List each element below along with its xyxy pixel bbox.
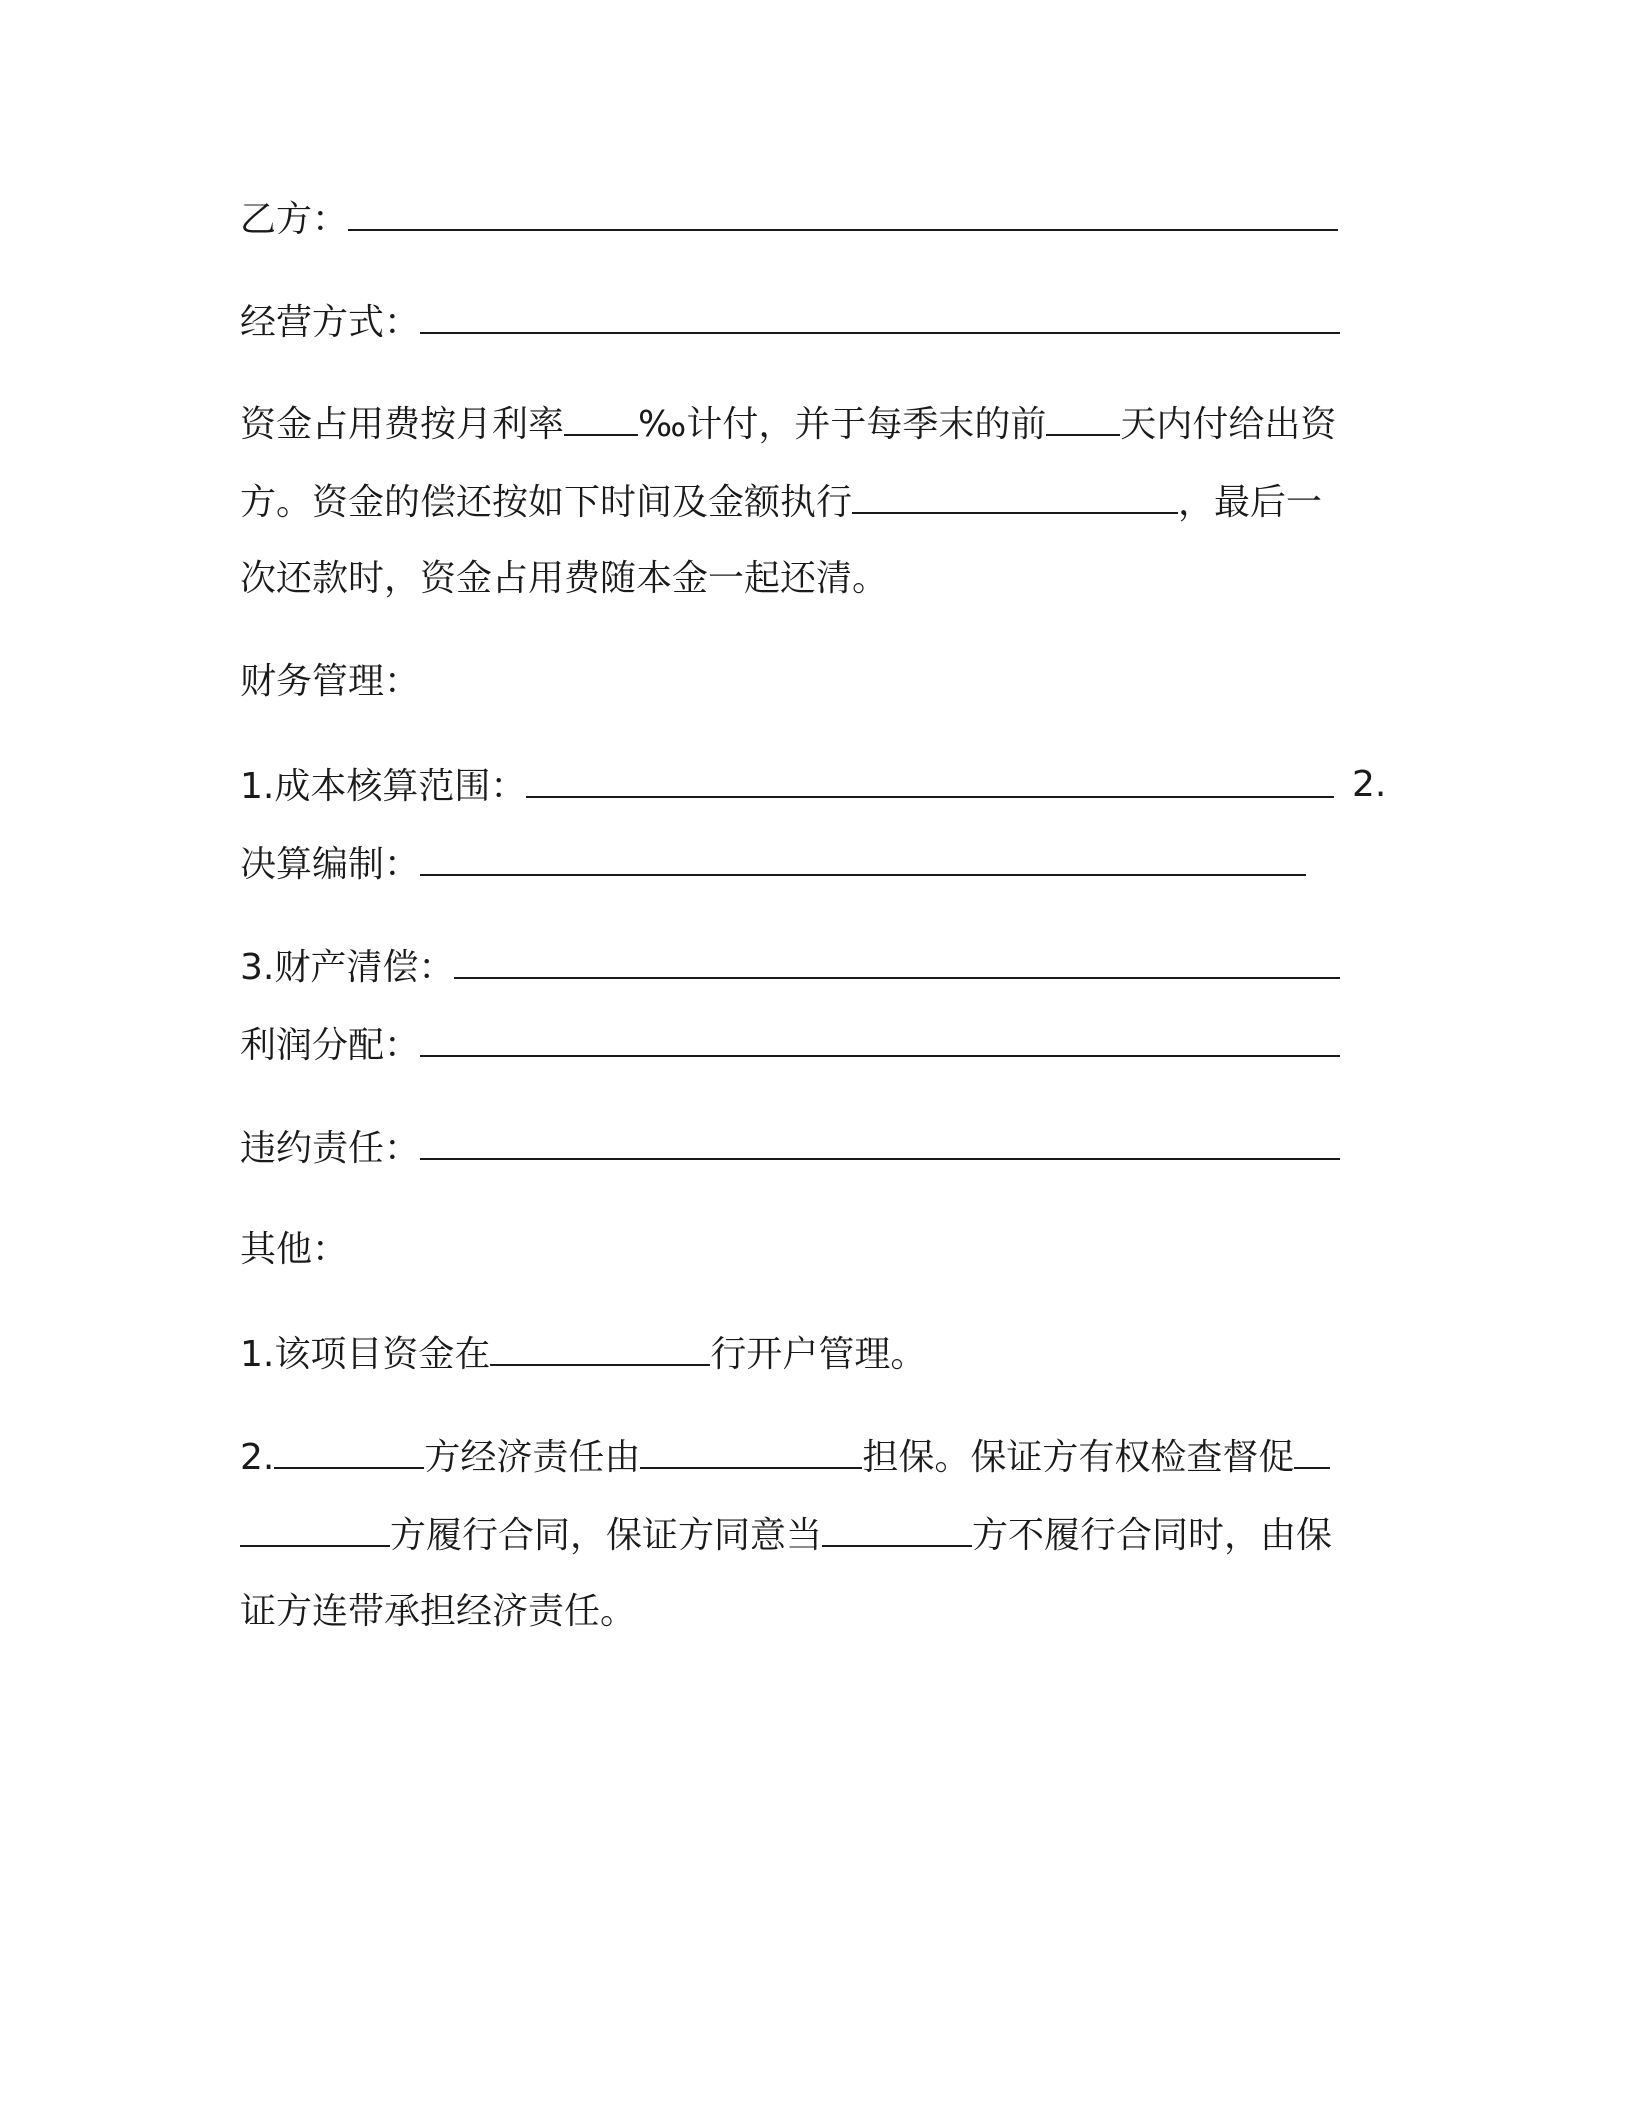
other-2-text-a: 2. xyxy=(240,1437,275,1478)
other-2-text-b: 方经济责任由 xyxy=(424,1437,641,1478)
item2-number: 2. xyxy=(1352,764,1387,805)
other-2-line-3 xyxy=(240,1587,636,1637)
finance-title-text: 财务管理： xyxy=(240,661,421,702)
fee-text-2a: 方。资金的偿还按如下时间及金额执行 xyxy=(240,482,853,523)
other-2-text-e: 方不履行合同时，由保 xyxy=(972,1515,1333,1556)
other-1-text-a: 1.该项目资金在 xyxy=(240,1334,491,1375)
days-blank[interactable] xyxy=(1046,398,1120,436)
guarantor-blank[interactable] xyxy=(640,1431,862,1469)
business-mode-label: 经营方式： xyxy=(240,302,421,343)
other-title xyxy=(240,1225,348,1275)
cost-scope-line xyxy=(240,760,1334,810)
party-blank-3[interactable] xyxy=(822,1509,972,1547)
profit-dist-label: 利润分配： xyxy=(240,1025,421,1066)
party-blank-2a[interactable] xyxy=(1294,1431,1330,1469)
other-title-text: 其他： xyxy=(240,1229,349,1270)
fee-line-2 xyxy=(240,476,1322,526)
other-2-text-f: 证方连带承担经济责任。 xyxy=(240,1591,637,1632)
business-mode-line xyxy=(240,296,1340,346)
fee-text-1c: 天内付给出资 xyxy=(1120,404,1337,445)
other-1-line xyxy=(240,1328,926,1378)
cost-scope-label: 1.成本核算范围： xyxy=(240,766,527,807)
party-b-blank[interactable] xyxy=(348,193,1338,231)
fee-line-1 xyxy=(240,398,1336,448)
cost-scope-blank[interactable] xyxy=(526,760,1334,798)
other-2-text-c: 担保。保证方有权检查督促 xyxy=(862,1437,1295,1478)
finance-title xyxy=(240,657,420,707)
asset-settle-label: 3.财产清偿： xyxy=(240,947,455,988)
bank-blank[interactable] xyxy=(490,1328,710,1366)
party-b-line xyxy=(240,193,1338,243)
other-2-line-1 xyxy=(240,1431,1330,1481)
breach-line xyxy=(240,1122,1340,1172)
profit-dist-line xyxy=(240,1019,1340,1069)
profit-dist-blank[interactable] xyxy=(420,1019,1340,1057)
party-blank-2b[interactable] xyxy=(240,1509,390,1547)
asset-settle-line xyxy=(240,941,1340,991)
party-blank-1[interactable] xyxy=(274,1431,424,1469)
other-2-text-d: 方履行合同，保证方同意当 xyxy=(390,1515,823,1556)
final-accounts-blank[interactable] xyxy=(420,838,1306,876)
breach-blank[interactable] xyxy=(420,1122,1340,1160)
final-accounts-line xyxy=(240,838,1306,888)
fee-text-3: 次还款时，资金占用费随本金一起还清。 xyxy=(240,558,889,599)
business-mode-blank[interactable] xyxy=(420,296,1340,334)
fee-line-3 xyxy=(240,554,888,604)
repay-schedule-blank[interactable] xyxy=(852,476,1178,514)
rate-blank[interactable] xyxy=(564,398,638,436)
fee-text-2b: ，最后一 xyxy=(1178,482,1323,523)
fee-text-1b: ‰计付，并于每季末的前 xyxy=(638,404,1047,445)
other-1-text-b: 行开户管理。 xyxy=(710,1334,927,1375)
other-2-line-2 xyxy=(240,1509,1332,1559)
final-accounts-label: 决算编制： xyxy=(240,844,421,885)
asset-settle-blank[interactable] xyxy=(454,941,1340,979)
party-b-label: 乙方： xyxy=(240,199,349,240)
fee-text-1a: 资金占用费按月利率 xyxy=(240,404,565,445)
breach-label: 违约责任： xyxy=(240,1128,421,1169)
